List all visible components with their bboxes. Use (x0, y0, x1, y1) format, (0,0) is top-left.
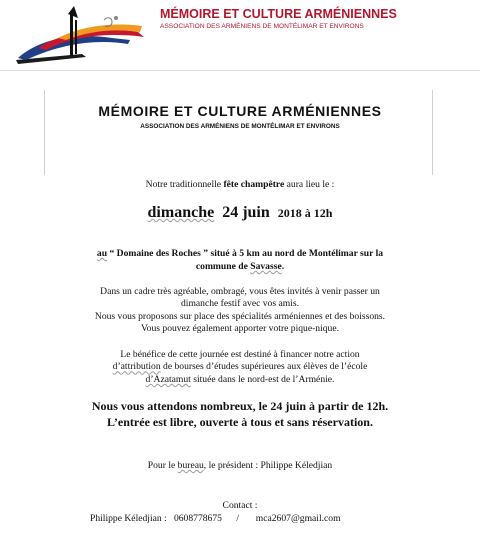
signature-word: bureau (177, 460, 204, 471)
date-year-time: 2018 à 12h (277, 206, 333, 220)
contact-separator: / (236, 513, 239, 524)
paragraph-2-word: d’attribution (112, 361, 161, 373)
paragraph-2-line (0, 374, 480, 386)
school-name: d’Azatamut (145, 373, 191, 385)
paragraph-2 (0, 349, 480, 386)
intro-line (0, 179, 480, 191)
intro-text: Notre traditionnelle (145, 179, 224, 190)
venue-line-2 (0, 261, 480, 273)
document-subtitle: ASSOCIATION DES ARMÉNIENS DE MONTÉLIMAR ET ENVIRONS (140, 123, 340, 130)
paragraph-1 (0, 286, 480, 336)
association-logo (12, 4, 158, 66)
date-weekday: dimanche (147, 204, 215, 221)
paragraph-1-line: Nous vous proposons sur place des spécialités arméniennes et des boissons. (94, 310, 386, 322)
venue-commune-label: commune de (195, 261, 251, 272)
contact-email[interactable]: mca2607@gmail.com (255, 513, 341, 524)
paragraph-2-text: de bourses d’études supérieures aux élèves de l’école (160, 361, 368, 373)
header-divider (0, 70, 480, 71)
venue-commune: Savasse (250, 261, 282, 272)
contact-line (90, 513, 341, 525)
brand-subtitle: ASSOCIATION DES ARMÉNIENS DE MONTÉLIMAR ET ENVIRONS (160, 23, 364, 30)
document-title: MÉMOIRE ET CULTURE ARMÉNIENNES (98, 103, 382, 119)
contact-label: Contact : (222, 500, 258, 511)
paragraph-1-line: dimanche festif avec vos amis. (180, 298, 299, 310)
paragraph-2-text: située dans le nord-est de l’Arménie. (190, 373, 335, 385)
closing-line-1: Nous vous attendons nombreux, le 24 juin à partir de 12h. (91, 399, 389, 413)
event-name: fête champêtre (223, 179, 285, 190)
closing-invitation (0, 398, 480, 430)
event-date (0, 204, 480, 222)
brand-title: MÉMOIRE ET CULTURE ARMÉNIENNES (160, 7, 397, 21)
paragraph-1-line: Dans un cadre très agréable, ombragé, vous êtes invités à venir passer un (100, 286, 380, 297)
contact-phone: 0608778675 (173, 513, 222, 524)
signature-president: , le président : Philippe Kéledjian (203, 460, 333, 471)
venue-period: . (281, 261, 285, 272)
venue-line-1 (0, 248, 480, 260)
paragraph-1-line: Vous pouvez également apporter votre pique-nique. (140, 323, 340, 335)
contact-name: Philippe Kéledjian : (90, 513, 167, 524)
signature-text: Pour le (147, 460, 178, 471)
intro-text-end: aura lieu le : (284, 179, 335, 190)
closing-line-2: L’entrée est libre, ouverte à tous et sans réservation. (107, 415, 373, 429)
date-day: 24 juin (222, 204, 270, 221)
paragraph-2-line: Le bénéfice de cette journée est destiné à financer notre action (120, 349, 360, 360)
venue-text: “ Domaine des Roches ” situé à 5 km au nord de Montélimar sur la (109, 248, 384, 259)
venue-prefix: au (96, 248, 108, 259)
paragraph-2-line (0, 361, 480, 373)
signature (0, 460, 480, 472)
